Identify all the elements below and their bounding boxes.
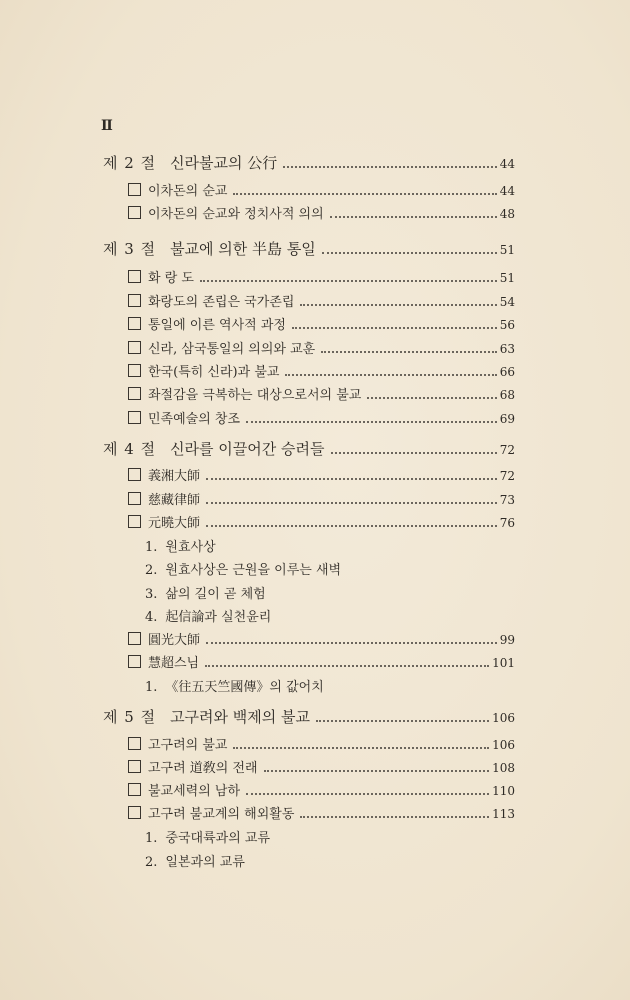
item-page: 113 bbox=[492, 807, 515, 821]
toc-item[interactable] bbox=[128, 384, 515, 403]
toc-item[interactable] bbox=[128, 361, 515, 380]
item-page: 44 bbox=[499, 184, 515, 198]
subitem-number: 1. bbox=[145, 680, 158, 695]
checkbox-icon bbox=[128, 183, 141, 196]
item-label: 한국(특히 신라)과 불교 bbox=[148, 365, 280, 380]
toc-subitem[interactable] bbox=[145, 583, 266, 602]
toc-subitem[interactable] bbox=[145, 559, 341, 578]
item-page: 72 bbox=[499, 469, 515, 483]
section-number: 제 5 절 bbox=[103, 708, 157, 726]
dot-leader bbox=[283, 166, 496, 168]
subitem-number: 3. bbox=[145, 587, 158, 602]
checkbox-icon bbox=[128, 294, 141, 307]
section-number: 제 3 절 bbox=[103, 240, 157, 258]
subitem-number: 2. bbox=[145, 855, 158, 870]
item-page: 66 bbox=[499, 365, 515, 379]
dot-leader bbox=[316, 720, 489, 722]
checkbox-icon bbox=[128, 364, 141, 377]
dot-leader bbox=[205, 665, 489, 667]
subitem-number: 4. bbox=[145, 610, 158, 625]
checkbox-icon bbox=[128, 270, 141, 283]
item-page: 108 bbox=[492, 761, 515, 775]
item-label: 고구려 불교계의 해외활동 bbox=[148, 807, 295, 822]
item-label: 慈藏律師 bbox=[148, 493, 201, 508]
dot-leader bbox=[322, 252, 497, 254]
toc-item[interactable] bbox=[128, 780, 515, 799]
checkbox-icon bbox=[128, 737, 141, 750]
dot-leader bbox=[330, 216, 497, 218]
dot-leader bbox=[206, 478, 497, 480]
item-page: 73 bbox=[499, 493, 515, 507]
toc-item[interactable] bbox=[128, 757, 515, 776]
checkbox-icon bbox=[128, 783, 141, 796]
toc-item[interactable] bbox=[128, 291, 515, 310]
dot-leader bbox=[206, 642, 497, 644]
toc-item[interactable] bbox=[128, 267, 515, 286]
item-page: 69 bbox=[499, 412, 515, 426]
item-label: 좌절감을 극복하는 대상으로서의 불교 bbox=[148, 388, 362, 403]
toc-item[interactable] bbox=[128, 465, 515, 484]
dot-leader bbox=[367, 397, 496, 399]
subitem-number: 2. bbox=[145, 563, 158, 578]
item-page: 106 bbox=[492, 738, 515, 752]
item-label: 義湘大師 bbox=[148, 469, 201, 484]
checkbox-icon bbox=[128, 387, 141, 400]
toc-subitem[interactable] bbox=[145, 536, 216, 555]
dot-leader bbox=[331, 452, 497, 454]
toc-item[interactable] bbox=[128, 629, 515, 648]
item-label: 화랑도의 존립은 국가존립 bbox=[148, 295, 295, 310]
checkbox-icon bbox=[128, 206, 141, 219]
toc-section[interactable] bbox=[103, 238, 515, 259]
item-label: 화 랑 도 bbox=[148, 271, 194, 286]
section-page: 44 bbox=[499, 157, 515, 171]
section-title: 불교에 의한 半島 통일 bbox=[170, 240, 316, 258]
item-page: 56 bbox=[499, 318, 515, 332]
toc-subitem[interactable] bbox=[145, 606, 271, 625]
checkbox-icon bbox=[128, 632, 141, 645]
toc-item[interactable] bbox=[128, 489, 515, 508]
checkbox-icon bbox=[128, 411, 141, 424]
subitem-number: 1. bbox=[145, 540, 158, 555]
item-label: 민족예술의 창조 bbox=[148, 412, 241, 427]
section-title: 신라를 이끌어간 승려들 bbox=[170, 440, 325, 458]
toc-section[interactable] bbox=[103, 152, 515, 173]
toc-item[interactable] bbox=[128, 734, 515, 753]
item-page: 99 bbox=[499, 633, 515, 647]
item-page: 48 bbox=[499, 207, 515, 221]
toc-section[interactable] bbox=[103, 438, 515, 459]
dot-leader bbox=[264, 770, 489, 772]
subitem-text: 중국대륙과의 교류 bbox=[165, 831, 271, 846]
subitem-text: 일본과의 교류 bbox=[165, 855, 245, 870]
checkbox-icon bbox=[128, 760, 141, 773]
checkbox-icon bbox=[128, 655, 141, 668]
toc-section[interactable] bbox=[103, 706, 515, 727]
item-page: 51 bbox=[499, 271, 515, 285]
item-page: 54 bbox=[499, 295, 515, 309]
toc-item[interactable] bbox=[128, 180, 515, 199]
item-label: 이차돈의 순교와 정치사적 의의 bbox=[148, 207, 324, 222]
toc-item[interactable] bbox=[128, 314, 515, 333]
item-label: 고구려의 불교 bbox=[148, 738, 228, 753]
checkbox-icon bbox=[128, 492, 141, 505]
item-label: 고구려 道敎의 전래 bbox=[148, 761, 258, 776]
item-label: 元曉大師 bbox=[148, 516, 201, 531]
subitem-number: 1. bbox=[145, 831, 158, 846]
dot-leader bbox=[292, 327, 497, 329]
section-number: 제 4 절 bbox=[103, 440, 157, 458]
dot-leader bbox=[233, 193, 496, 195]
toc-subitem[interactable] bbox=[145, 851, 245, 870]
item-page: 110 bbox=[492, 784, 515, 798]
section-page: 72 bbox=[499, 443, 515, 457]
dot-leader bbox=[246, 793, 489, 795]
subitem-text: 원효사상은 근원을 이루는 새벽 bbox=[165, 563, 342, 578]
item-page: 76 bbox=[499, 516, 515, 530]
dot-leader bbox=[300, 304, 496, 306]
item-label: 慧超스님 bbox=[148, 656, 200, 671]
checkbox-icon bbox=[128, 468, 141, 481]
subitem-text: 《往五天竺國傳》의 값어치 bbox=[165, 680, 324, 695]
dot-leader bbox=[321, 351, 496, 353]
page-number: Ⅱ bbox=[101, 118, 112, 134]
subitem-text: 起信論과 실천윤리 bbox=[165, 610, 272, 625]
toc-item[interactable] bbox=[128, 803, 515, 822]
item-label: 이차돈의 순교 bbox=[148, 184, 228, 199]
subitem-text: 삶의 길이 곧 체험 bbox=[165, 587, 266, 602]
item-label: 불교세력의 남하 bbox=[148, 784, 241, 799]
dot-leader bbox=[200, 280, 497, 282]
toc-item[interactable] bbox=[128, 338, 515, 357]
section-page: 51 bbox=[499, 243, 515, 257]
checkbox-icon bbox=[128, 317, 141, 330]
toc-subitem[interactable] bbox=[145, 676, 324, 695]
item-label: 신라, 삼국통일의 의의와 교훈 bbox=[148, 342, 316, 357]
section-title: 고구려와 백제의 불교 bbox=[170, 708, 311, 726]
toc-item[interactable] bbox=[128, 408, 515, 427]
checkbox-icon bbox=[128, 515, 141, 528]
item-page: 63 bbox=[499, 342, 515, 356]
toc-item[interactable] bbox=[128, 652, 515, 671]
dot-leader bbox=[300, 816, 489, 818]
dot-leader bbox=[206, 525, 497, 527]
section-page: 106 bbox=[492, 711, 515, 725]
item-page: 101 bbox=[492, 656, 515, 670]
section-number: 제 2 절 bbox=[103, 154, 157, 172]
item-page: 68 bbox=[499, 388, 515, 402]
dot-leader bbox=[206, 502, 497, 504]
dot-leader bbox=[233, 747, 489, 749]
item-label: 통일에 이른 역사적 과정 bbox=[148, 318, 286, 333]
section-title: 신라불교의 公行 bbox=[170, 154, 278, 172]
dot-leader bbox=[246, 421, 497, 423]
checkbox-icon bbox=[128, 341, 141, 354]
toc-item[interactable] bbox=[128, 512, 515, 531]
checkbox-icon bbox=[128, 806, 141, 819]
toc-item[interactable] bbox=[128, 203, 515, 222]
dot-leader bbox=[285, 374, 496, 376]
item-label: 圓光大師 bbox=[148, 633, 201, 648]
toc-subitem[interactable] bbox=[145, 827, 270, 846]
subitem-text: 원효사상 bbox=[165, 540, 216, 555]
